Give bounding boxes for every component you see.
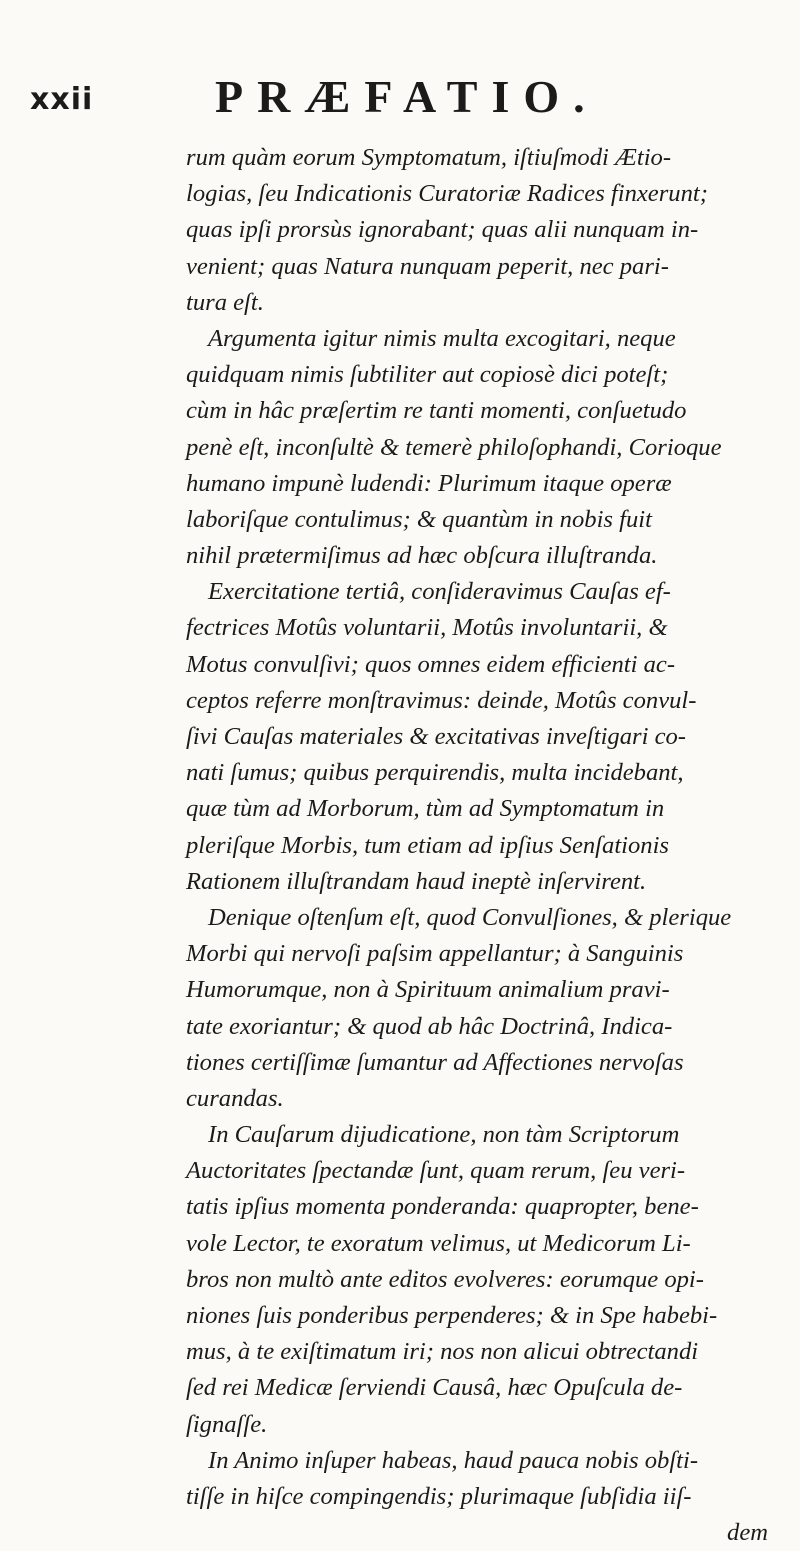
text-line: bros non multò ante editos evolveres: eorumque opi- [186,1265,704,1293]
text-line: rum quàm eorum Symptomatum, iſtiuſmodi Ætio- [186,144,672,171]
page-number: xxii [30,82,94,117]
text-line: quidquam nimis ſubtiliter aut copiosè dici poteſt; [186,361,669,389]
text-line: ſignaſſe. [186,1410,268,1438]
text-line: tatis ipſius momenta ponderanda: quapropter, bene- [186,1193,699,1221]
text-line: Auctoritates ſpectandæ ſunt, quam rerum, ſeu veri- [186,1157,686,1185]
text-line: logias, ſeu Indicationis Curatoriæ Radices finxerunt; [186,180,708,208]
text-line: penè eſt, inconſultè & temerè philoſophandi, Corioque [186,433,722,461]
text-line: vole Lector, te exoratum velimus, ut Medicorum Li- [186,1229,691,1257]
text-line: Motus convulſivi; quos omnes eidem efficienti ac- [186,650,676,678]
text-line: niones ſuis ponderibus perpenderes; & in Spe habebi- [186,1302,718,1329]
text-line: Exercitatione tertiâ, conſideravimus Cauſas ef- [208,578,671,606]
text-line: quæ tùm ad Morborum, tùm ad Symptomatum in [186,795,665,823]
text-line: laboriſque contulimus; & quantùm in nobis fuit [186,505,652,533]
text-line: ſivi Cauſas materiales & excitativas inveſtigari co- [186,723,686,750]
text-line: cùm in hâc præſertim re tanti momenti, conſuetudo [186,397,687,425]
text-line: Morbi qui nervoſi paſsim appellantur; à Sanguinis [186,940,684,968]
text-line: tate exoriantur; & quod ab hâc Doctrinâ, Indica- [186,1012,673,1040]
text-line: venient; quas Natura nunquam peperit, nec pari- [186,252,669,280]
text-line: Humorumque, non à Spirituum animalium pravi- [186,976,670,1004]
running-head: PRÆFATIO. [215,71,599,122]
text-line: mus, à te exiſtimatum iri; nos non alicui obtrectandi [186,1338,699,1366]
text-line: Argumenta igitur nimis multa excogitari, neque [208,324,676,352]
text-line: pleriſque Morbis, tum etiam ad ipſius Senſationis [186,831,669,859]
text-line: ceptos referre monſtravimus: deinde, Motûs convul- [186,686,697,714]
text-line: nihil prætermiſimus ad hæc obſcura illuſtranda. [186,542,658,570]
text-line: tura eſt. [186,288,264,316]
catchword: dem [727,1519,768,1547]
text-line: In Cauſarum dijudicatione, non tàm Scriptorum [208,1121,680,1149]
body-text [186,140,786,1551]
text-line: Rationem illuſtrandam haud ineptè inſervirent. [186,867,647,895]
text-line: quas ipſi prorsùs ignorabant; quas alii nunquam in- [186,216,699,244]
text-line: In Animo inſuper habeas, haud pauca nobis obſti- [208,1446,699,1474]
text-line: nati ſumus; quibus perquirendis, multa incidebant, [186,759,684,787]
text-line: Denique oſtenſum eſt, quod Convulſiones, & plerique [208,903,732,931]
text-line: fectrices Motûs voluntarii, Motûs involuntarii, & [186,614,668,642]
text-line: tiones certiſſimæ ſumantur ad Affectiones nervoſas [186,1048,684,1076]
text-line: ſed rei Medicæ ſerviendi Causâ, hæc Opuſcula de- [186,1374,683,1402]
text-line: humano impunè ludendi: Plurimum itaque operæ [186,469,672,497]
text-line: tiſſe in hiſce compingendis; plurimaque ſubſidia iiſ- [186,1482,692,1510]
text-line: curandas. [186,1084,284,1112]
